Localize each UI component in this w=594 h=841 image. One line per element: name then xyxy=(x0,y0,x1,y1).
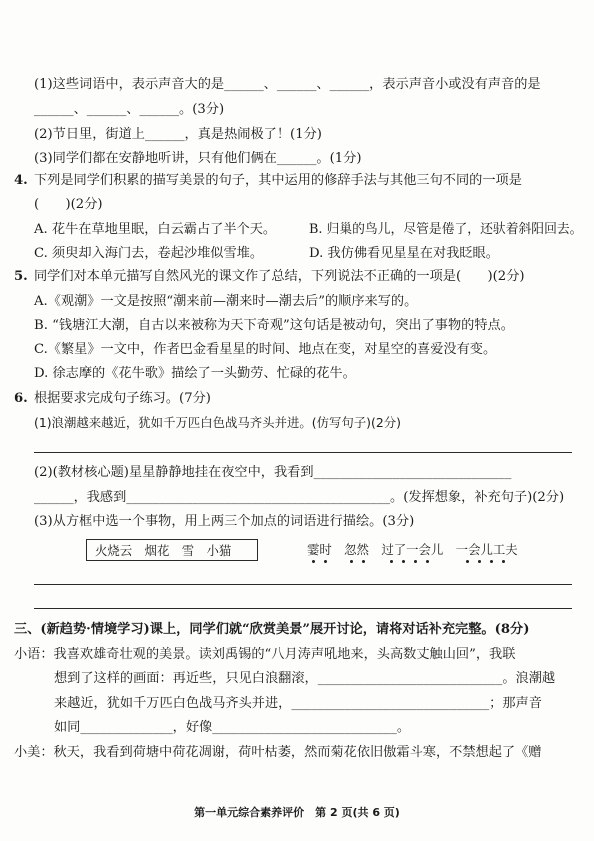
answer-line-3 xyxy=(34,608,572,609)
emphasis-dot xyxy=(478,560,481,563)
object-choice-box xyxy=(86,539,258,561)
q5-option-b: B. “钱塘江大潮，自古以来被称为天下奇观”这句话是被动句，突出了事物的特点。 xyxy=(34,318,514,333)
q5-stem: 同学们对本单元描写自然风光的课文作了总结，下列说法不正确的一项是( )(2分) xyxy=(34,269,525,284)
emphasis-dot xyxy=(426,560,429,563)
object-choice-list: 火烧云 烟花 雪 小猫 xyxy=(95,543,232,558)
q6-sub-2-line-2: ______，我感到________________________________________。(发挥想象，补充句子)(2分) xyxy=(34,490,565,505)
answer-line-1 xyxy=(34,452,572,453)
q6-sub-3: (3)从方框中选一个事物，用上两三个加点的词语进行描绘。(3分) xyxy=(34,514,415,529)
dialog-xiaoyu-line-2: 想到了这样的画面：再近些，只见白浪翻滚，____________________________。浪潮越 xyxy=(54,671,556,686)
q6-stem: 根据要求完成句子练习。(7分) xyxy=(34,391,211,406)
q3-line-3: (2)节日里，街道上______，真是热闹极了！(1分) xyxy=(34,127,322,142)
emphasis-dot xyxy=(490,560,493,563)
q5-option-c: C.《繁星》一文中，作者巴金看星星的时间、地点在变，对星空的喜爱没有变。 xyxy=(34,342,497,357)
answer-line-2 xyxy=(34,584,572,585)
q6-sub-2-line-1: (2)(教材核心题)星星静静地挂在夜空中，我看到______________________________ xyxy=(34,465,512,480)
emphasis-dot xyxy=(390,560,393,563)
emphasis-dot xyxy=(414,560,417,563)
section-3-title: 三、(新趋势·情境学习)课上，同学们就“欣赏美景”展开讨论，请将对话补充完整。(8分) xyxy=(14,622,530,637)
emphasis-dot xyxy=(362,560,365,563)
q6-sub-1: (1)浪潮越来越近，犹如千万匹白色战马齐头并进。(仿写句子)(2分) xyxy=(34,415,401,430)
q5-option-d: D. 徐志摩的《花牛歌》描绘了一头勤劳、忙碌的花牛。 xyxy=(34,366,356,381)
q6-number: 6. xyxy=(14,391,28,406)
emphasis-dot xyxy=(502,560,505,563)
emphasis-dot xyxy=(466,560,469,563)
dotted-words: 霎时 忽然 过了一会儿 一会儿工夫 xyxy=(307,542,518,557)
q4-option-b: B. 归巢的鸟儿，尽管是倦了，还驮着斜阳回去。 xyxy=(309,222,583,237)
q4-number: 4. xyxy=(14,173,28,188)
q3-line-2: ______、______、______。(3分) xyxy=(34,102,225,117)
q4-option-c: C. 须臾却入海门去，卷起沙堆似雪堆。 xyxy=(34,246,264,261)
q4-stem: 下列是同学们积累的描写美景的句子，其中运用的修辞手法与其他三句不同的一项是 xyxy=(34,173,522,188)
dialog-xiaoyu-line-1: 小语：我喜欢雄奇壮观的美景。读刘禹锡的“八月涛声吼地来，头高数丈触山回”，我联 xyxy=(14,647,516,662)
q3-line-1: (1)这些词语中，表示声音大的是______、______、______，表示声音小或没有声音的是 xyxy=(34,77,541,92)
emphasis-dot xyxy=(350,560,353,563)
emphasis-dot xyxy=(312,560,315,563)
dialog-xiaoyu-line-3: 来越近，犹如千万匹白色战马齐头并进，______________________________；那声音 xyxy=(54,696,542,711)
q5-number: 5. xyxy=(14,269,28,284)
q3-line-4: (3)同学们都在安静地听讲，只有他们俩在______。(1分) xyxy=(34,151,362,166)
emphasis-dot xyxy=(324,560,327,563)
page-footer: 第一单元综合素养评价 第 2 页(共 6 页) xyxy=(194,806,400,819)
dialog-xiaomei-line-1: 小美：秋天，我看到荷塘中荷花凋谢，荷叶枯萎，然而菊花依旧傲霜斗寒，不禁想起了《赠 xyxy=(14,745,542,760)
q4-option-d: D. 我仿佛看见星星在对我眨眼。 xyxy=(309,246,499,261)
q4-stem-2: ( )(2分) xyxy=(34,197,103,212)
dialog-xiaoyu-line-4: 如同______________，好像____________________________。 xyxy=(54,720,411,735)
q4-option-a: A. 花牛在草地里眠，白云霸占了半个天。 xyxy=(34,222,277,237)
emphasis-dot xyxy=(402,560,405,563)
q5-option-a: A.《观潮》一文是按照“潮来前—潮来时—潮去后”的顺序来写的。 xyxy=(34,294,418,309)
